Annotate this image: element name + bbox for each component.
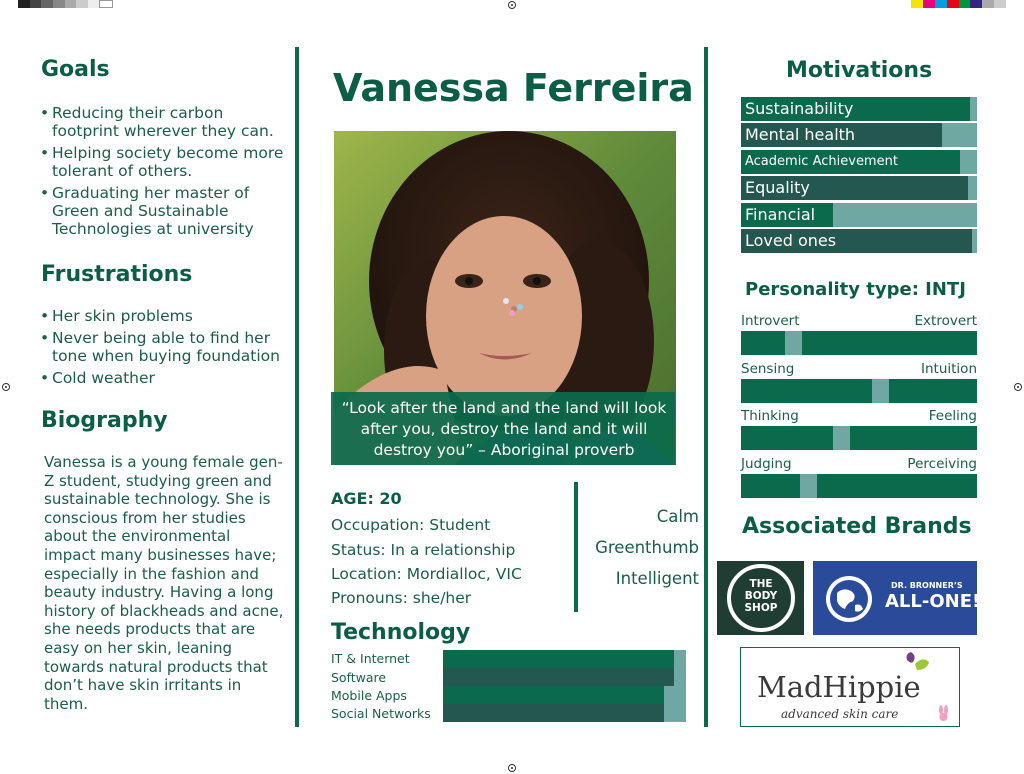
tech-bar <box>443 686 686 704</box>
dr-bronners-logo <box>813 561 981 635</box>
personality-scale <box>741 379 977 403</box>
tech-bar <box>443 704 686 722</box>
personality-marker <box>800 474 817 498</box>
tech-label: Software <box>331 670 387 685</box>
tech-bar-fill <box>443 650 674 668</box>
motivation-bar <box>741 203 977 227</box>
personality-scale <box>741 426 977 450</box>
personality-marker <box>872 379 889 403</box>
goals-list <box>40 104 290 242</box>
personality-right-label: Perceiving <box>907 456 977 472</box>
trait-calm: Calm <box>656 507 699 526</box>
associated-brands-heading: Associated Brands <box>742 514 972 539</box>
divider-left <box>295 47 299 727</box>
motivation-label: Academic Achievement <box>745 154 898 169</box>
personality-heading: Personality type: INTJ <box>745 279 966 300</box>
trait-intelligent: Intelligent <box>615 569 699 588</box>
personality-scale <box>741 331 977 355</box>
persona-name: Vanessa Ferreira <box>333 66 694 110</box>
goal-item: • Helping society become more tolerant of others. <box>40 144 290 180</box>
registration-mark-top <box>508 1 516 9</box>
age-label: AGE: 20 <box>331 489 402 508</box>
technology-heading: Technology <box>331 620 471 645</box>
personality-left-label: Judging <box>741 456 792 472</box>
tech-bar-fill <box>443 686 664 704</box>
frustrations-list <box>40 307 290 391</box>
bunny-icon <box>935 704 951 722</box>
dr-bronners-top-text: DR. BRONNER’S <box>891 581 963 590</box>
personality-left-label: Thinking <box>741 408 799 424</box>
personality-marker <box>833 426 850 450</box>
frustrations-heading: Frustrations <box>41 262 193 287</box>
tech-label: Social Networks <box>331 706 431 721</box>
personality-scale <box>741 474 977 498</box>
frustration-item: • Never being able to find her tone when buying foundation <box>40 329 290 365</box>
registration-mark-bottom <box>508 764 516 772</box>
motivation-label: Financial <box>745 205 816 224</box>
motivation-label: Mental health <box>745 125 856 144</box>
personality-right-label: Feeling <box>928 408 977 424</box>
registration-mark-left <box>2 383 10 391</box>
motivation-bar <box>741 97 977 121</box>
occupation-label: Occupation: Student <box>331 516 491 534</box>
personality-left-label: Introvert <box>741 313 800 329</box>
personality-marker <box>785 331 802 355</box>
goal-item: • Graduating her master of Green and Sustainable Technologies at university <box>40 184 290 238</box>
frustration-item: • Cold weather <box>40 369 290 387</box>
goals-heading: Goals <box>41 57 110 82</box>
print-grayscale-bar <box>18 0 113 8</box>
motivations-heading: Motivations <box>786 58 933 83</box>
status-label: Status: In a relationship <box>331 541 516 559</box>
registration-mark-right <box>1014 383 1022 391</box>
quote-text: “Look after the land and the land will look after you, destroy the land and it will destroy you” – Aboriginal proverb <box>341 399 667 459</box>
personality-right-label: Extrovert <box>914 313 977 329</box>
globe-icon <box>823 573 875 625</box>
motivation-label: Loved ones <box>745 231 837 250</box>
location-label: Location: Mordialloc, VIC <box>331 565 522 583</box>
body-shop-logo <box>717 561 804 635</box>
divider-info <box>574 482 578 612</box>
motivation-label: Equality <box>745 178 810 197</box>
tech-bar <box>443 650 686 668</box>
tech-bar <box>443 668 686 686</box>
dr-bronners-main-text: ALL-ONE! <box>885 591 981 612</box>
biography-heading: Biography <box>41 408 168 433</box>
madhippie-text: MadHippie <box>757 670 921 704</box>
motivation-bar <box>741 123 977 147</box>
trait-greenthumb: Greenthumb <box>595 538 699 557</box>
tech-bar-fill <box>443 668 674 686</box>
pronouns-label: Pronouns: she/her <box>331 589 472 607</box>
madhippie-tagline: advanced skin care <box>781 707 899 721</box>
tech-label: IT & Internet <box>331 651 410 666</box>
divider-right <box>704 47 708 727</box>
frustration-item: • Her skin problems <box>40 307 290 325</box>
motivation-bar <box>741 150 977 174</box>
tech-bar-fill <box>443 704 664 722</box>
motivation-bar <box>741 176 977 200</box>
biography-text: Vanessa is a young female gen-Z student, studying green and sustainable technology. She is conscious from her studies about the environmental impact many businesses have; especially in the fashion and beauty industry. Having a long history of blackheads and acne, she needs products that are easy on her skin, leaning towards natural products that don’t have skin irritants in them. <box>44 453 284 713</box>
goal-item: • Reducing their carbon footprint wherever they can. <box>40 104 290 140</box>
body-shop-text: THE BODY SHOP <box>744 578 778 614</box>
personality-left-label: Sensing <box>741 361 795 377</box>
madhippie-logo <box>740 647 960 727</box>
motivation-bar <box>741 229 977 253</box>
print-color-bar <box>911 0 1006 8</box>
personality-right-label: Intuition <box>921 361 977 377</box>
motivation-label: Sustainability <box>745 99 854 118</box>
tech-label: Mobile Apps <box>331 688 407 703</box>
